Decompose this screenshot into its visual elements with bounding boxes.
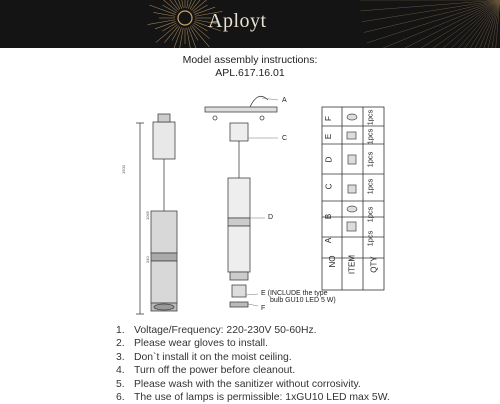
list-item: 2. Please wear gloves to install. — [116, 338, 268, 350]
callout-f: F — [261, 305, 266, 312]
list-item: 5. Please wash with the sanitizer without corrosivity. — [116, 378, 361, 390]
table-header-no: NO — [328, 255, 337, 268]
table-no-d: D — [324, 156, 334, 163]
assembly-drawing — [0, 80, 500, 320]
dim-2: 1065 — [145, 211, 150, 220]
table-qty-a: 1pcs — [365, 230, 375, 247]
list-item: 3. Don`t install it on the moist ceiling. — [116, 351, 292, 363]
dim-3: 340 — [145, 256, 150, 263]
table-qty-c: 1pcs — [365, 178, 375, 195]
shade-icon — [348, 155, 356, 164]
list-item: 6. The use of lamps is permissible: 1xGU10 LED max 5W. — [116, 392, 390, 404]
instructions-list — [116, 324, 390, 404]
table-qty-b: 1pcs — [365, 206, 375, 223]
model-number: APL.617.16.01 — [215, 67, 285, 79]
callout-e-line1: E (INCLUDE the type — [261, 290, 328, 297]
table-no-f: F — [323, 116, 333, 121]
callout-c: C — [282, 135, 288, 142]
table-qty-f: 1pcs — [365, 109, 375, 126]
bracket-icon — [347, 222, 356, 231]
table-qty-d: 1pcs — [365, 151, 375, 168]
table-no-c: C — [324, 183, 334, 190]
exploded-view — [205, 96, 277, 307]
table-header-qty: QTY — [369, 256, 379, 273]
cylinder-icon — [348, 185, 356, 193]
brand-header — [0, 0, 500, 48]
callout-a: A — [282, 97, 287, 104]
table-header-item: ITEM — [347, 254, 357, 275]
side-view — [136, 114, 177, 314]
list-item: 1. Voltage/Frequency: 220-230V 50-60Hz. — [116, 325, 317, 336]
table-no-a: A — [324, 237, 334, 244]
callout-d: D — [268, 214, 274, 221]
doc-title: Model assembly instructions: — [182, 54, 318, 66]
table-no-e: E — [324, 133, 334, 140]
parts-icons — [347, 114, 357, 231]
brand-logo: Aployt — [208, 10, 267, 32]
logo-sun-icon — [178, 11, 192, 25]
ring-icon — [347, 206, 357, 212]
table-qty-e: 1pcs — [365, 128, 375, 145]
dim-1: 1500 — [121, 165, 126, 174]
list-item: 4. Turn off the power before cleanout. — [116, 365, 296, 377]
bulb-icon — [347, 132, 356, 139]
callout-e-line2: bulb GU10 LED 5 W) — [270, 297, 336, 304]
cap-icon — [347, 114, 357, 120]
table-no-b: B — [324, 213, 334, 220]
